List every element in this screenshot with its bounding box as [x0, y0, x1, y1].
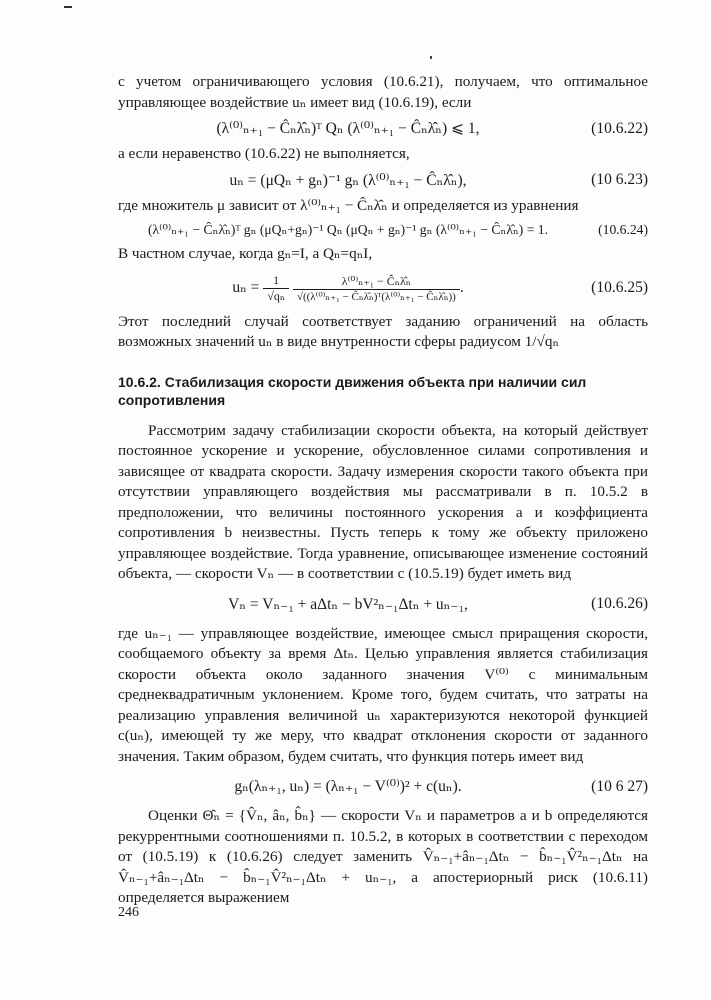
equation-number: (10.6.22): [591, 119, 648, 137]
equation-number: (10.6.25): [591, 279, 648, 296]
equation-body: Vₙ = Vₙ₋₁ + aΔtₙ − bV²ₙ₋₁Δtₙ + uₙ₋₁,: [228, 595, 468, 613]
equation-number: (10.6.24): [598, 222, 648, 237]
page-number: 246: [118, 905, 139, 920]
equation-body: uₙ = $\frac{1}{\text{√qₙ}}$ $\frac{\text{λ⁽⁰⁾ₙ₊₁ − Ĉₙλ̂ₙ}}{\text{√((λ⁽⁰⁾ₙ₊₁ − Ĉₙλ̂ₙ)ᵀ(λ⁽⁰⁾ₙ₊₁ − Ĉₙλ̂ₙ))}}$ .: [232, 272, 464, 303]
equation-number: (10.6.26): [591, 595, 648, 612]
equation-10-6-25: [118, 273, 648, 304]
paragraph-3: где множитель μ зависит от λ⁽⁰⁾ₙ₊₁ − Ĉₙλ̂ₙ и определяется из уравнения: [118, 196, 579, 214]
scan-mark: [64, 6, 72, 8]
fraction-numerator: λ⁽⁰⁾ₙ₊₁ − Ĉₙλ̂ₙ: [293, 274, 460, 290]
equation-10-6-27: [118, 777, 648, 796]
equation-10-6-22: [118, 119, 648, 138]
equation-body: uₙ = (μQₙ + gₙ)⁻¹ gₙ (λ⁽⁰⁾ₙ₊₁ − Ĉₙλ̂ₙ),: [229, 171, 467, 189]
scan-dot: [430, 56, 432, 59]
section-heading: 10.6.2. Стабилизация скорости движения объекта при наличии сил сопротивления: [118, 373, 587, 408]
equation-body: (λ⁽⁰⁾ₙ₊₁ − Ĉₙλ̂ₙ)ᵀ gₙ (μQₙ+gₙ)⁻¹ Qₙ (μQₙ + gₙ)⁻¹ gₙ (λ⁽⁰⁾ₙ₊₁ − Ĉₙλ̂ₙ) = 1.: [148, 222, 548, 237]
equation-lhs: uₙ =: [232, 278, 260, 296]
paragraph-8: Оценки Θ̂ₙ = {V̂ₙ, âₙ, b̂ₙ} — скорости Vₙ и параметров a и b определяются рекуррентными соотношениями п. 10.5.2, в которых в соответствии с переходом от (10.5.19) к (10.6.26) следует заменить V̂ₙ₋₁+âₙ₋₁Δtₙ − b̂ₙ₋₁V̂²ₙ₋₁Δtₙ на V̂ₙ₋₁+âₙ₋₁Δtₙ − b̂ₙ₋₁V̂²ₙ₋₁Δtₙ + uₙ₋₁, а апостериорный риск (10.6.11) определяется выражением: [118, 807, 648, 906]
paragraph-6: Рассмотрим задачу стабилизации скорости объекта, на который действует постоянное ускорение и ускорение, обусловленное силами сопротивления и зависящее от квадрата скорости. Задачу измерения скорости такого объекта при отсутствии управляющего воздействия мы рассматривали в п. 10.5.2 в предположении, что величины постоянного ускорения a и коэффициента сопротивления b неизвестны. Пусть теперь к тому же объекту приложено управляющее воздействие. Тогда уравнение, описывающее изменение состояний объекта, — скорости Vₙ — в соответствии с (10.5.19) будет иметь вид: [118, 421, 648, 582]
fraction-numerator: 1: [263, 273, 289, 289]
equation-number: (10 6.23): [591, 171, 648, 188]
fraction-denominator: √((λ⁽⁰⁾ₙ₊₁ − Ĉₙλ̂ₙ)ᵀ(λ⁽⁰⁾ₙ₊₁ − Ĉₙλ̂ₙ)): [296, 290, 456, 303]
equation-body: (λ⁽⁰⁾ₙ₊₁ − Ĉₙλ̂ₙ)ᵀ Qₙ (λ⁽⁰⁾ₙ₊₁ − Ĉₙλ̂ₙ) ⩽ 1,: [216, 120, 480, 137]
equation-body: gₙ(λₙ₊₁, uₙ) = (λₙ₊₁ − V⁽⁰⁾)² + c(uₙ).: [234, 778, 462, 795]
paragraph-2: а если неравенство (10.6.22) не выполняется,: [118, 145, 410, 162]
equation-10-6-24: [118, 222, 648, 238]
fraction-1: [263, 273, 289, 304]
page-body: [118, 72, 648, 909]
paragraph-1: с учетом ограничивающего условия (10.6.21), получаем, что оптимальное управляющее воздействие uₙ имеет вид (10.6.19), если: [118, 73, 648, 111]
equation-number: (10 6 27): [591, 777, 648, 795]
paragraph-5: Этот последний случай соответствует заданию ограничений на область возможных значений uₙ в виде внутренности сферы радиусом 1/√qₙ: [118, 312, 648, 350]
paragraph-7: где uₙ₋₁ — управляющее воздействие, имеющее смысл приращения скорости, сообщаемого объекту за время Δtₙ. Целью управления является стабилизация скорости объекта около заданного значения V⁽⁰⁾ с минимальным среднеквадратичным уклонением. Кроме того, будем считать, что затраты на реализацию управления величиной uₙ характеризуются некоторой функцией c(uₙ), имеющей ту же меру, что квадрат отклонения скорости от заданного значения. Таким образом, будем считать, что функция потерь имеет вид: [118, 624, 648, 765]
fraction-2: [293, 274, 460, 303]
paragraph-4: В частном случае, когда gₙ=I, а Qₙ=qₙI,: [118, 245, 373, 262]
equation-10-6-23: [118, 171, 648, 190]
fraction-denominator: √qₙ: [267, 288, 286, 303]
equation-10-6-26: [118, 595, 648, 614]
